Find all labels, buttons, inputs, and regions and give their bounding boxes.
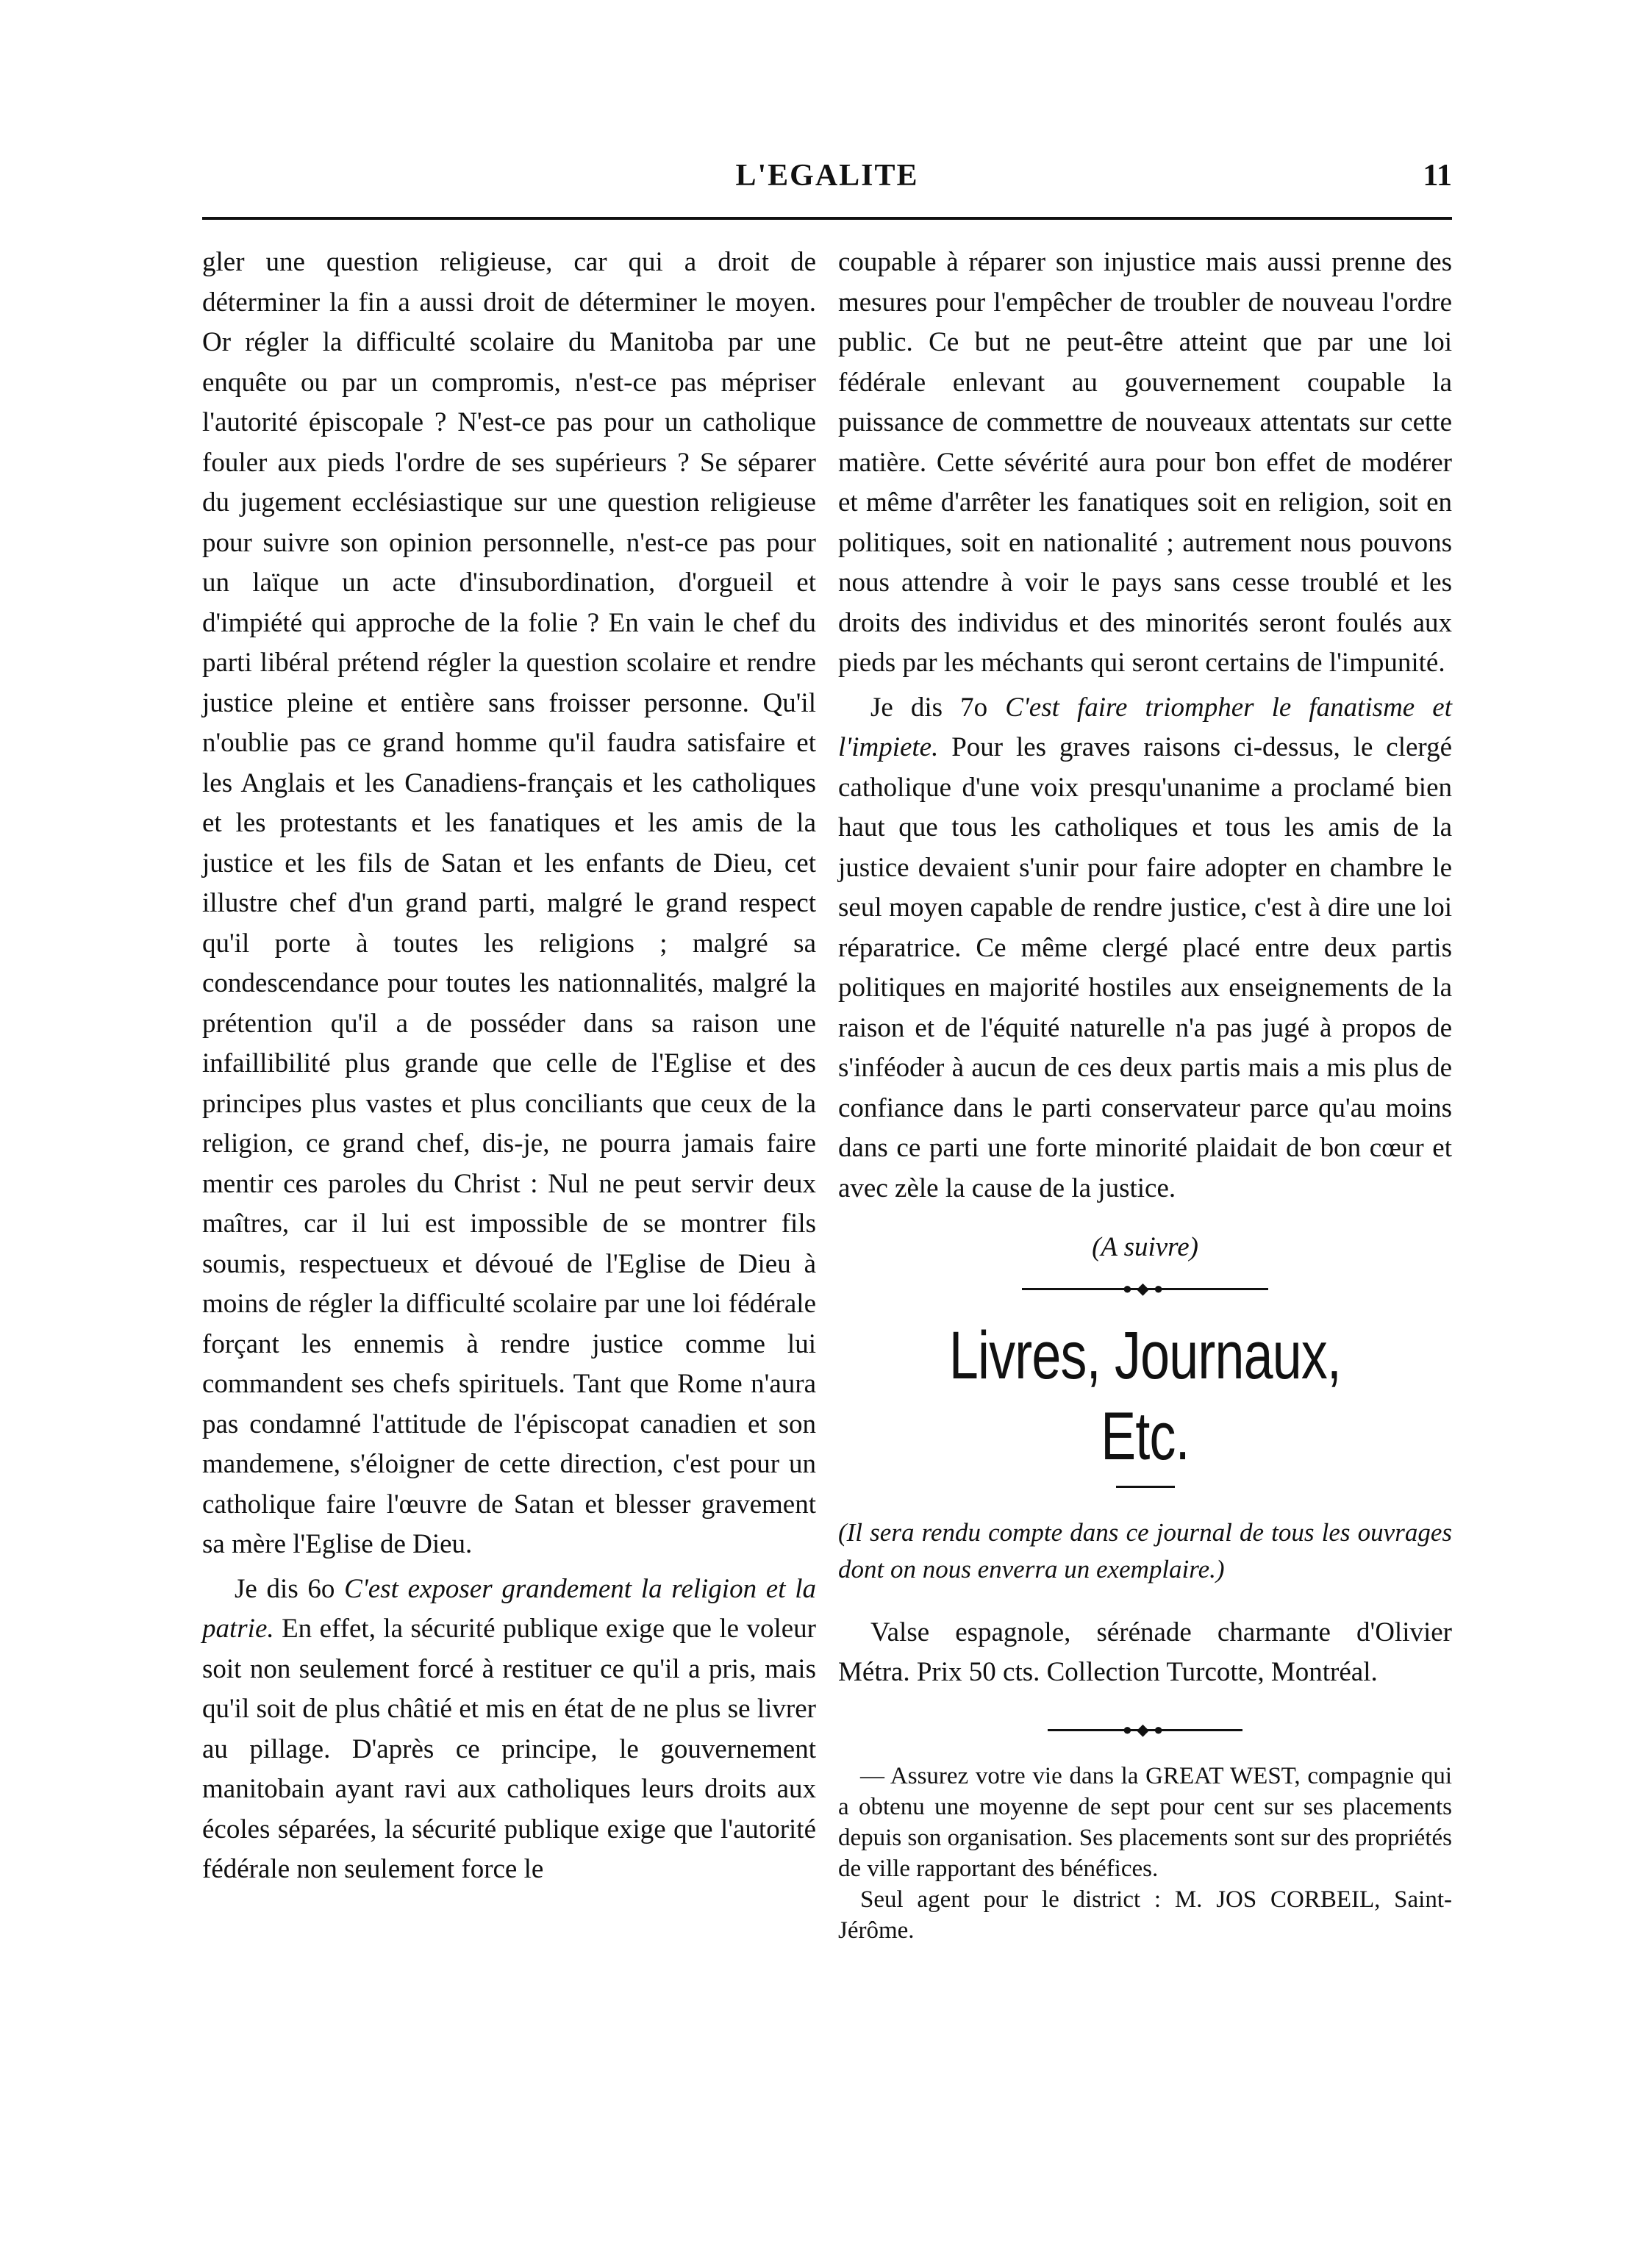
journal-title: L'EGALITE [735, 159, 919, 193]
left-paragraph-1: gler une question religieuse, car qui a droit de déterminer la fin a aussi droit de déterminer le moyen. Or régler la difficulté scolaire du Manitoba par une enquête ou par un compromis, n'est-ce pas mépriser l'autorité épiscopale ? N'est-ce pas pour un catholique fouler aux pieds l'ordre de ses supérieurs ? Se séparer du jugement ecclésiastique sur une question religieuse pour suivre son opinion personnelle, n'est-ce pas pour un laïque un acte d'insubordination, d'orgueil et d'impiété qui approche de la folie ? En vain le chef du parti libéral prétend régler la question scolaire et rendre justice pleine et entière sans froisser personne. Qu'il n'oublie pas ce grand homme qu'il faudra satisfaire et les Anglais et les Canadiens-français et les catholiques et les protestants et les fanatiques et les amis de la justice et les fils de Satan et les enfants de Dieu, cet illustre chef d'un grand parti, malgré le grand respect qu'il porte à toutes les religions ; malgré sa condescendance pour toutes les nationnalités, malgré la prétention qu'il a de posséder dans sa raison une infaillibilité plus grande que celle de l'Eglise et des principes plus vastes et plus conciliants que ceux de la religion, ce grand chef, dis-je, ne pourra jamais faire mentir ces paroles du Christ : Nul ne peut servir deux maîtres, car il lui est impossible de se montrer fils soumis, respectueux et dévoué de l'Eglise de Dieu à moins de régler la difficulté scolaire par une loi fédérale forçant les ennemis à rendre justice comme lui commandent ses chefs spirituels. Tant que Rome n'aura pas condamné l'attitude de l'épiscopat canadien et son mandemene, s'éloigner de cette direction, c'est pour un catholique faire l'œuvre de Satan et blesser gravement sa mère l'Eglise de Dieu. [202, 247, 816, 1559]
right-paragraph-1: coupable à réparer son injustice mais aussi prenne des mesures pour l'empêcher de troubler de nouveau l'ordre public. Ce but ne peut-être atteint que par une loi fédérale enlevant au gouvernement coupable la puissance de commettre de nouveaux attentats sur cette matière. Cette sévérité aura pour bon effet de modérer et même d'arrêter les fanatiques soit en religion, soit en politiques, soit en nationalité ; autrement nous pouvons nous attendre à voir le pays sans cesse troublé et les droits des individus et des minorités seront foulés aux pieds par les méchants qui seront certains de l'impunité. [838, 247, 1452, 678]
ornament-divider [838, 1715, 1452, 1744]
right-column [838, 243, 1452, 1946]
editorial-note: (Il sera rendu compte dans ce journal de tous les ouvrages dont on nous enverra un exemplaire.) [838, 1517, 1452, 1583]
paragraph-title: C'est faire triompher le fanatisme et l'impiete. [838, 692, 1452, 762]
page-number: 11 [1423, 159, 1452, 193]
short-rule [1116, 1486, 1175, 1488]
book-notice: Valse espagnole, sérénade charmante d'Olivier Métra. Prix 50 cts. Collection Turcotte, Montréal. [838, 1617, 1452, 1687]
section-heading: Livres, Journaux, Etc. [948, 1317, 1342, 1474]
ornament-dots-icon: ●◆● [1122, 1278, 1168, 1298]
header-rule [202, 217, 1452, 220]
insurance-advertisement: — Assurez votre vie dans la GREAT WEST, compagnie qui a obtenu une moyenne de sept pour cent sur ses placements depuis son organisation. Ses placements sont sur des propriétés de ville rapportant des bénéfices. [838, 1762, 1452, 1882]
ornament-divider [838, 1274, 1452, 1303]
right-paragraph-2 [838, 688, 1452, 1209]
to-be-continued: (A suivre) [1092, 1232, 1198, 1262]
advertisement-agent: Seul agent pour le district : M. JOS CORBEIL, Saint-Jérôme. [838, 1886, 1452, 1944]
paragraph-body: En effet, la sécurité publique exige que le voleur soit non seulement forcé à restituer ce qu'il a pris, mais qu'il soit de plus châtié et mis en état de ne plus se livrer au pillage. D'après ce principe, le gouvernement manitobain ayant ravi aux catholiques leurs droits aux écoles séparées, la sécurité publique exige que l'autorité fédérale non seulement force le [202, 1614, 817, 1884]
ornament-dots-icon: ●◆● [1122, 1719, 1168, 1739]
paragraph-lead: Je dis 7o [870, 692, 988, 723]
paragraph-lead: Je dis 6o [235, 1573, 335, 1604]
left-paragraph-2 [202, 1570, 816, 1890]
left-column [202, 243, 816, 1890]
paragraph-title: C'est exposer grandement la religion et la patrie. [202, 1573, 816, 1644]
paragraph-body: Pour les graves raisons ci-dessus, le clergé catholique d'une voix presqu'unanime a proclamé bien haut que tous les catholiques et tous les amis de la justice devaient s'unir pour faire adopter en chambre le seul moyen capable de rendre justice, c'est à dire une loi réparatrice. Ce même clergé placé entre deux partis politiques en majorité hostiles aux enseignements de la raison et de l'équité naturelle n'a pas jugé à propos de s'inféoder à aucun de ces deux partis mais a mis plus de confiance dans le parti conservateur parce qu'au moins dans ce parti une forte minorité plaidait de bon cœur et avec zèle la cause de la justice. [838, 732, 1453, 1203]
running-head [202, 151, 1452, 210]
